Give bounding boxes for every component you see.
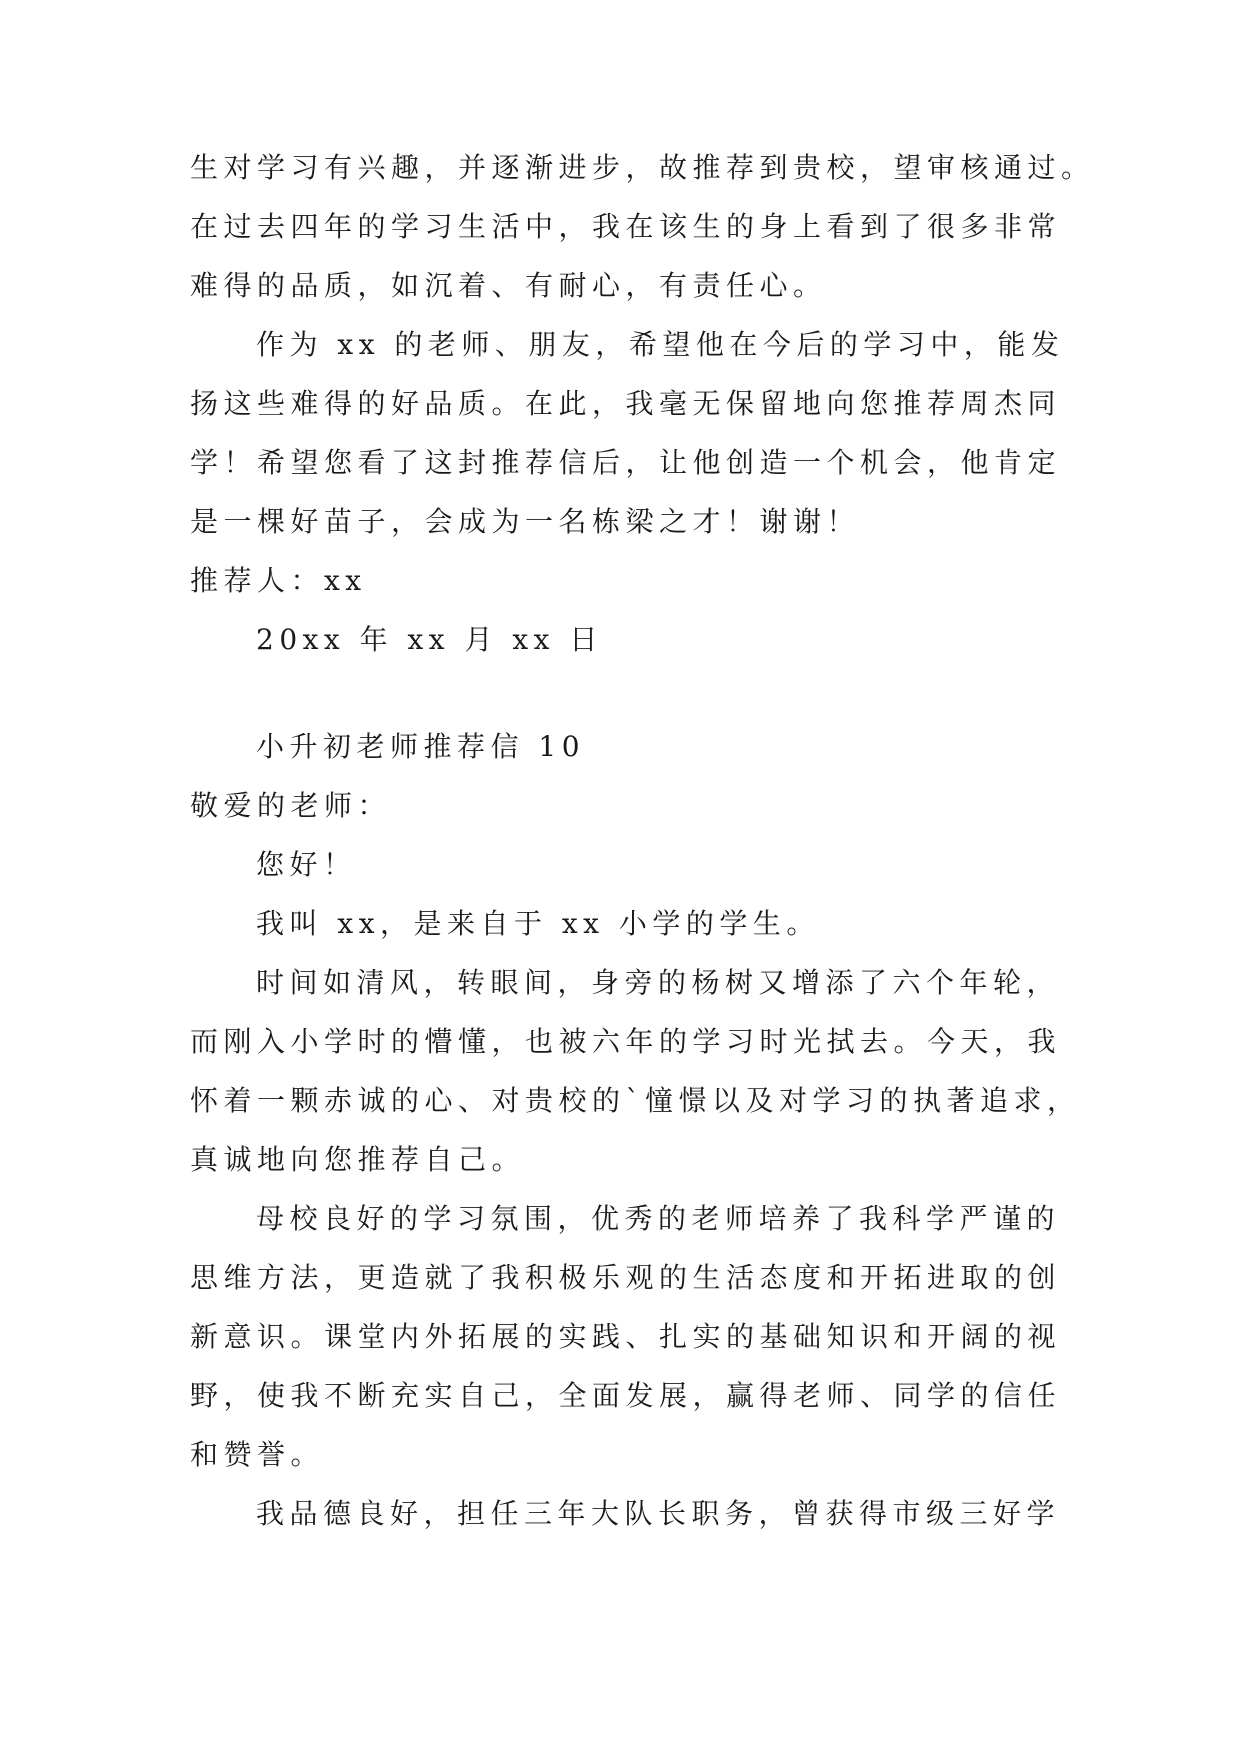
paragraph-line: 时间如清风，转眼间，身旁的杨树又增添了六个年轮， (256, 966, 1061, 999)
paragraph-line: 怀着一颗赤诚的心、对贵校的`憧憬以及对学习的执著追求， (190, 1084, 1081, 1117)
paragraph-line: 野，使我不断充实自己，全面发展，赢得老师、同学的信任 (190, 1379, 1062, 1412)
salutation: 敬爱的老师： (190, 789, 392, 822)
paragraph-line: 思维方法，更造就了我积极乐观的生活态度和开拓进取的创 (190, 1261, 1062, 1294)
recommender-line: 推荐人：xx (190, 564, 367, 597)
paragraph-line: 真诚地向您推荐自己。 (190, 1143, 526, 1176)
greeting: 您好！ (256, 848, 357, 881)
section-title: 小升初老师推荐信 10 (256, 730, 586, 763)
paragraph-line: 难得的品质，如沉着、有耐心，有责任心。 (190, 269, 827, 302)
paragraph-line: 我品德良好，担任三年大队长职务，曾获得市级三好学 (256, 1497, 1061, 1530)
letter-body (190, 138, 1095, 1543)
paragraph-line: 扬这些难得的好品质。在此，我毫无保留地向您推荐周杰同 (190, 387, 1062, 420)
paragraph-line: 学！希望您看了这封推荐信后，让他创造一个机会，他肯定 (190, 446, 1062, 479)
paragraph-line: 生对学习有兴趣，并逐渐进步，故推荐到贵校，望审核通过。 (190, 151, 1095, 184)
paragraph-line: 新意识。课堂内外拓展的实践、扎实的基础知识和开阔的视 (190, 1320, 1062, 1353)
paragraph-line: 母校良好的学习氛围，优秀的老师培养了我科学严谨的 (256, 1202, 1061, 1235)
paragraph-line: 是一棵好苗子，会成为一名栋梁之才！谢谢！ (190, 505, 861, 538)
section-gap (190, 669, 1070, 717)
paragraph-line: 和赞誉。 (190, 1438, 325, 1471)
paragraph-line: 在过去四年的学习生活中，我在该生的身上看到了很多非常 (190, 210, 1062, 243)
paragraph-line: 作为 xx 的老师、朋友，希望他在今后的学习中，能发 (256, 328, 1065, 361)
paragraph-line: 我叫 xx，是来自于 xx 小学的学生。 (256, 907, 820, 940)
date-line: 20xx 年 xx 月 xx 日 (256, 623, 603, 656)
paragraph-line: 而刚入小学时的懵懂，也被六年的学习时光拭去。今天，我 (190, 1025, 1062, 1058)
